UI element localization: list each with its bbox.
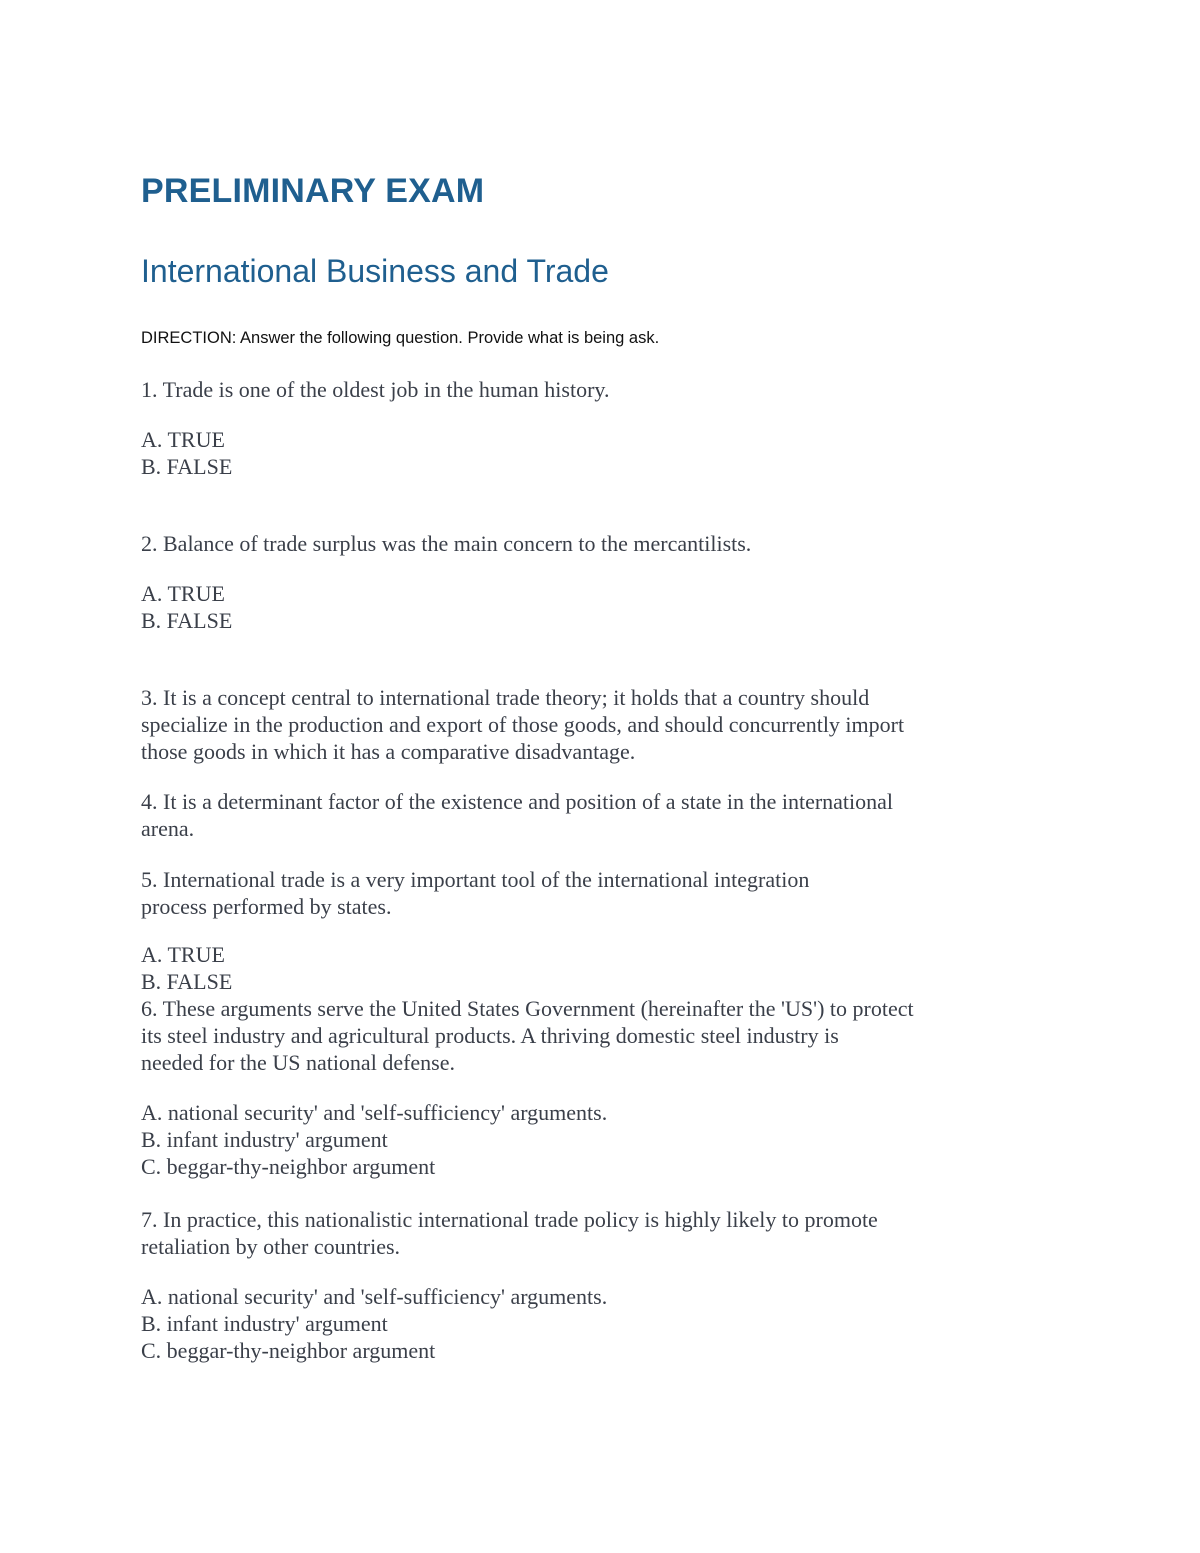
question-1-option-b: B. FALSE — [141, 454, 233, 479]
question-7-line-2: retaliation by other countries. — [141, 1234, 401, 1259]
question-6-option-c: C. beggar-thy-neighbor argument — [141, 1154, 436, 1179]
question-3-line-2: specialize in the production and export of those goods, and should concurrently import — [141, 712, 905, 737]
question-5-line-1: 5. International trade is a very important tool of the international integration — [141, 867, 810, 892]
question-5-option-b: B. FALSE — [141, 969, 233, 994]
question-5-option-a: A. TRUE — [141, 942, 225, 967]
question-4-line-1: 4. It is a determinant factor of the existence and position of a state in the international — [141, 789, 894, 814]
question-6-line-2: its steel industry and agricultural products. A thriving domestic steel industry is — [141, 1023, 839, 1048]
question-5-line-2: process performed by states. — [141, 894, 392, 919]
question-3-line-3: those goods in which it has a comparative disadvantage. — [141, 739, 636, 764]
question-1-option-a: A. TRUE — [141, 427, 225, 452]
question-2-option-b: B. FALSE — [141, 608, 233, 633]
question-7-line-1: 7. In practice, this nationalistic international trade policy is highly likely to promote — [141, 1207, 878, 1232]
question-7-option-a: A. national security' and 'self-sufficiency' arguments. — [141, 1284, 608, 1309]
question-6-line-3: needed for the US national defense. — [141, 1050, 455, 1075]
page-subtitle: International Business and Trade — [141, 253, 609, 289]
question-2-option-a: A. TRUE — [141, 581, 225, 606]
question-6-line-1: 6. These arguments serve the United States Government (hereinafter the 'US') to protect — [141, 996, 914, 1021]
page-title: PRELIMINARY EXAM — [141, 172, 485, 210]
question-6-option-b: B. infant industry' argument — [141, 1127, 388, 1152]
direction-text: DIRECTION: Answer the following question. Provide what is being ask. — [141, 329, 660, 347]
question-4-line-2: arena. — [141, 816, 195, 841]
question-7-option-b: B. infant industry' argument — [141, 1311, 388, 1336]
question-3-line-1: 3. It is a concept central to international trade theory; it holds that a country should — [141, 685, 870, 710]
question-1-text: 1. Trade is one of the oldest job in the human history. — [141, 377, 610, 402]
question-2-text: 2. Balance of trade surplus was the main concern to the mercantilists. — [141, 531, 752, 556]
question-6-option-a: A. national security' and 'self-sufficiency' arguments. — [141, 1100, 608, 1125]
question-7-option-c: C. beggar-thy-neighbor argument — [141, 1338, 436, 1363]
